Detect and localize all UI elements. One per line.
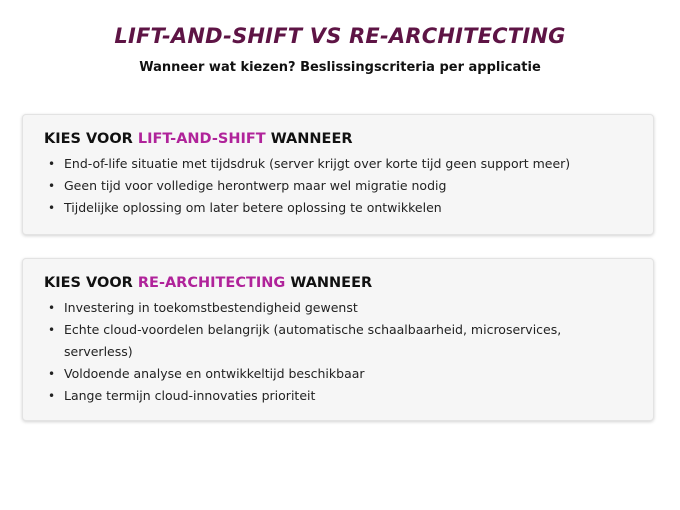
- criteria-list: [44, 153, 633, 219]
- card-heading-prefix: KIES VOOR: [44, 131, 138, 147]
- bullet-icon: •: [48, 179, 56, 193]
- card-heading-prefix: KIES VOOR: [44, 275, 138, 291]
- page-subtitle: Wanneer wat kiezen? Beslissingscriteria per applicatie: [139, 60, 541, 75]
- list-item: [44, 197, 633, 219]
- bullet-icon: •: [48, 201, 56, 215]
- bullet-icon: •: [48, 157, 56, 171]
- list-item-text: Lange termijn cloud-innovaties prioriteit: [64, 388, 316, 403]
- lift-and-shift-card: [22, 114, 654, 235]
- bullet-icon: •: [48, 389, 56, 403]
- list-item-text: Echte cloud-voordelen belangrijk (automatische schaalbaarheid, microservices, serverless): [64, 322, 562, 359]
- list-item: [44, 363, 633, 385]
- list-item-text: Investering in toekomstbestendigheid gewenst: [64, 300, 358, 315]
- list-item-text: Geen tijd voor volledige herontwerp maar wel migratie nodig: [64, 178, 447, 193]
- list-item: [44, 385, 633, 407]
- card-heading-suffix: WANNEER: [265, 131, 353, 147]
- list-item: [44, 175, 633, 197]
- bullet-icon: •: [48, 323, 56, 337]
- bullet-icon: •: [48, 367, 56, 381]
- criteria-list: [44, 297, 633, 407]
- card-heading: [44, 131, 633, 147]
- card-heading-suffix: WANNEER: [285, 275, 373, 291]
- page-title: LIFT-AND-SHIFT VS RE-ARCHITECTING: [114, 24, 566, 48]
- list-item-text: End-of-life situatie met tijdsdruk (server krijgt over korte tijd geen support meer): [64, 156, 571, 171]
- list-item: [44, 153, 633, 175]
- list-item: [44, 297, 633, 319]
- list-item-text: Tijdelijke oplossing om later betere oplossing te ontwikkelen: [64, 200, 442, 215]
- list-item-text: Voldoende analyse en ontwikkeltijd beschikbaar: [64, 366, 365, 381]
- card-heading-accent: LIFT-AND-SHIFT: [137, 131, 266, 147]
- bullet-icon: •: [48, 301, 56, 315]
- card-heading: [44, 275, 633, 291]
- card-heading-accent: RE-ARCHITECTING: [137, 275, 286, 291]
- list-item: [44, 319, 633, 363]
- re-architecting-card: [22, 258, 654, 421]
